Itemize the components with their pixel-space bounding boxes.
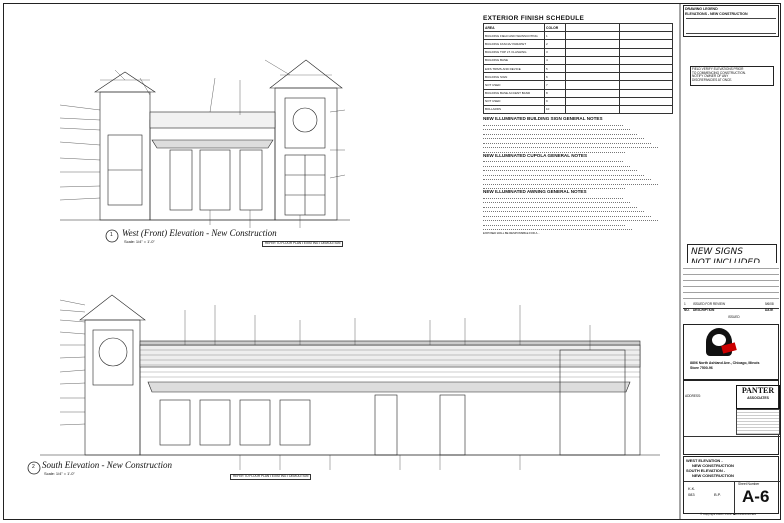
schedule-row [484, 56, 673, 64]
kfc-logo-icon [706, 328, 732, 356]
schedule-cell [566, 89, 620, 97]
notes-heading: NEW ILLUMINATED AWNING GENERAL NOTES [483, 189, 587, 195]
note-line [483, 226, 632, 231]
sheet-title-line-4: NEW CONSTRUCTION [692, 473, 734, 478]
firm-address-label: ADDRESS: [685, 394, 701, 398]
exterior-finish-schedule [483, 15, 673, 235]
stamp-line-1: NEW SIGNS [691, 247, 743, 257]
schedule-cell [619, 81, 673, 89]
schedule-row [484, 73, 673, 81]
sheet-title-block [683, 456, 779, 514]
field-verify-note [690, 66, 774, 86]
field-note-line-3: NOTIFY OWNER OF ANY [692, 74, 729, 79]
schedule-color-cell: 5 [545, 64, 566, 72]
south-elevation-refer-note: REFER TO FLOOR PLAN • EXISTING • DEMOLITION [230, 474, 311, 480]
west-elevation-scale: Scale: 1/4" = 1'-0" [124, 239, 155, 244]
schedule-color-cell: 3 [545, 48, 566, 56]
firm-name: PANTER [741, 386, 775, 395]
schedule-row [484, 48, 673, 56]
firm-details [736, 409, 780, 435]
schedule-row [484, 40, 673, 48]
south-elevation-title: South Elevation - New Construction [42, 460, 172, 470]
schedule-cell [619, 32, 673, 40]
schedule-area-cell: BUILDING TOP LT. FLASHING [484, 48, 545, 56]
copyright: © Copyright 2008 • PANTER ASSOCIATES [700, 512, 756, 516]
schedule-row [484, 32, 673, 40]
west-elevation-building [60, 60, 350, 220]
firm-name-2: ASSOCIATES [747, 396, 769, 400]
schedule-cell [566, 32, 620, 40]
legend-subtitle: ELEVATIONS - NEW CONSTRUCTION [685, 12, 748, 17]
field-note-line-4: DISCREPANCIES AT ONCE. [692, 78, 733, 83]
sheet-number-label: Sheet Number [738, 482, 760, 486]
schedule-row [484, 64, 673, 72]
sheet-checked-by: B.P. [714, 492, 721, 497]
sheet-title-line-1: WEST ELEVATION - [686, 458, 723, 463]
schedule-cell [566, 105, 620, 113]
schedule-color-cell: 1 [545, 32, 566, 40]
schedule-cell [619, 48, 673, 56]
revisions-issued-label: ISSUED [728, 315, 740, 319]
schedule-row [484, 97, 673, 105]
schedule-area-cell: BUILDING FIELD AND WAINSCOTING [484, 32, 545, 40]
schedule-color-cell: 4 [545, 56, 566, 64]
schedule-cell [619, 73, 673, 81]
notes-heading: NEW ILLUMINATED BUILDING SIGN GENERAL NOTES [483, 116, 603, 122]
schedule-row [484, 105, 673, 113]
project-store-number: Store 7500-96 [690, 366, 713, 370]
schedule-table [483, 23, 673, 114]
south-elevation-building [40, 295, 660, 455]
sheet-number: A-6 [742, 487, 770, 506]
schedule-cell [566, 97, 620, 105]
drawing-legend-box [683, 5, 779, 37]
schedule-color-cell: 8 [545, 89, 566, 97]
schedule-area-cell: NOT USED [484, 81, 545, 89]
revisions-block [683, 263, 779, 323]
schedule-area-cell: BUILDING FASCIA/ PARAPET [484, 40, 545, 48]
field-note-line-2: TO COMMENCING CONSTRUCTION. [692, 70, 746, 75]
schedule-cell [619, 40, 673, 48]
legend-entries [686, 18, 776, 34]
schedule-cell [619, 89, 673, 97]
schedule-cell [619, 56, 673, 64]
firm-box [683, 380, 779, 455]
schedule-title: EXTERIOR FINISH SCHEDULE [483, 15, 585, 22]
schedule-row [484, 81, 673, 89]
field-note-line-1: FIELD VERIFY ELEVATIONS PRIOR [692, 67, 744, 71]
schedule-header-col3 [566, 24, 620, 32]
schedule-color-cell: 6 [545, 73, 566, 81]
schedule-cell [566, 48, 620, 56]
south-elevation-scale: Scale: 1/4" = 1'-0" [44, 471, 75, 476]
project-address: 8806 North Ashland Ave., Chicago, Illinois [690, 361, 760, 365]
panter-associates-logo [736, 385, 780, 409]
sheet-title-line-2: NEW CONSTRUCTION [692, 463, 734, 468]
schedule-cell [619, 97, 673, 105]
schedule-cell [566, 56, 620, 64]
revision-1-description: ISSUED FOR REVIEW [693, 302, 726, 306]
schedule-area-cell: EIFS TRIMS AND DEVICE [484, 64, 545, 72]
schedule-cell [566, 40, 620, 48]
schedule-area-cell: BUILDING BASE ACCENT BAND [484, 89, 545, 97]
schedule-cell [566, 81, 620, 89]
schedule-color-cell: 9 [545, 97, 566, 105]
revision-1-number: 1 [684, 302, 686, 306]
schedule-header-col4 [619, 24, 673, 32]
schedule-area-cell: NOT USED [484, 97, 545, 105]
revisions-col-date: DATE [765, 308, 774, 312]
schedule-area-cell: BOLLARDS [484, 105, 545, 113]
notes-heading: NEW ILLUMINATED CUPOLA GENERAL NOTES [483, 152, 588, 158]
project-info-box [683, 324, 779, 380]
legend-title: DRAWING LEGEND [685, 7, 718, 11]
sheet-title-line-3: SOUTH ELEVATION - [686, 468, 726, 473]
schedule-area-cell: BUILDING BASE [484, 56, 545, 64]
west-elevation-refer-note: REFER TO FLOOR PLAN • EXISTING • DEMOLITION [262, 241, 343, 247]
schedule-header-row [484, 24, 673, 32]
west-elevation-title: West (Front) Elevation - New Construction [122, 228, 277, 238]
schedule-cell [566, 64, 620, 72]
schedule-cell [619, 64, 673, 72]
revisions-grid [683, 263, 779, 303]
schedule-color-cell: 10 [545, 105, 566, 113]
west-elevation-callout-number: 1 [110, 232, 113, 238]
schedule-footnote: EXPOSED WALL BE RESPONSIBLE FOR A... [483, 231, 540, 236]
schedule-area-cell: BUILDING SIGN [484, 73, 545, 81]
sheet-drawn-by: K.K. [688, 486, 696, 491]
south-elevation-callout-number: 2 [32, 464, 35, 470]
schedule-cell [619, 105, 673, 113]
sheet-job-number: 083 [688, 492, 695, 497]
schedule-cell [566, 73, 620, 81]
schedule-color-cell: 7 [545, 81, 566, 89]
revisions-col-description: DESCRIPTION [693, 308, 715, 312]
schedule-row [484, 89, 673, 97]
schedule-header-color: COLOR [545, 24, 566, 32]
schedule-header-area: AREA [484, 24, 545, 32]
schedule-color-cell: 2 [545, 40, 566, 48]
revisions-col-no: NO. [684, 308, 690, 312]
revision-1-date: 5/6/08 [765, 302, 774, 306]
